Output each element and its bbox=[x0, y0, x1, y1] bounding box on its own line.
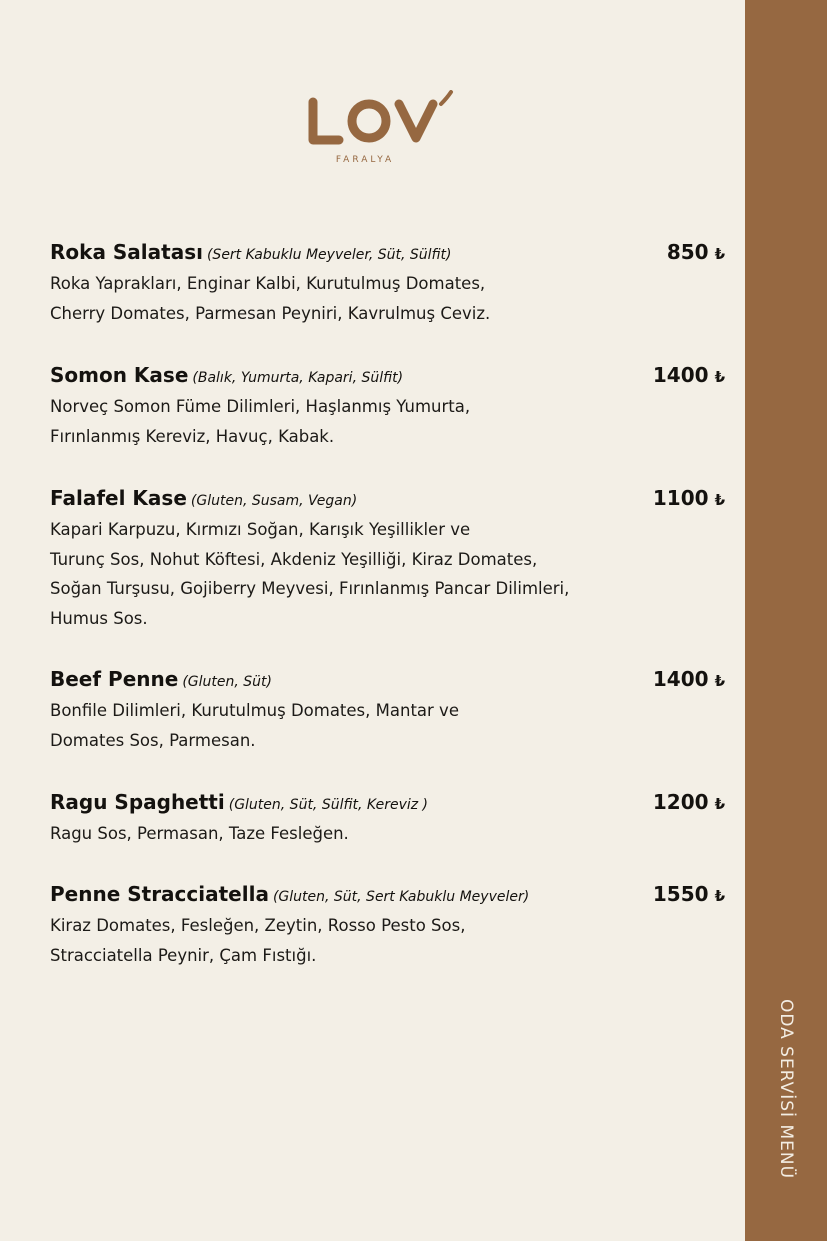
menu-item-allergens: (Gluten, Susam, Vegan) bbox=[190, 493, 358, 509]
menu-item-allergens: (Gluten, Süt) bbox=[182, 674, 272, 690]
menu-item-description-line: Ragu Sos, Permasan, Taze Fesleğen. bbox=[50, 824, 349, 843]
menu-item-name: Falafel Kase bbox=[50, 486, 187, 510]
menu-item-price bbox=[653, 667, 725, 691]
currency-symbol: ₺ bbox=[714, 795, 725, 813]
menu-item-description-line: Fırınlanmış Kereviz, Havuç, Kabak. bbox=[50, 426, 335, 446]
menu-item-price-value: 1200 bbox=[652, 790, 709, 814]
menu-item bbox=[50, 240, 725, 328]
menu-item-header bbox=[50, 790, 725, 818]
menu-item-description bbox=[50, 819, 725, 849]
menu-item bbox=[50, 790, 725, 849]
menu-item-header bbox=[50, 667, 725, 695]
menu-item-description-line: Domates Sos, Parmesan. bbox=[50, 730, 256, 750]
menu-item-price bbox=[653, 790, 725, 814]
menu-item-header bbox=[50, 363, 725, 391]
menu-item-price bbox=[653, 486, 725, 510]
menu-item-allergens: (Sert Kabuklu Meyveler, Süt, Sülfit) bbox=[206, 247, 452, 263]
menu-item-description-line: Humus Sos. bbox=[50, 608, 148, 628]
menu-item-price-value: 1100 bbox=[652, 486, 709, 510]
menu-item-name: Roka Salatası bbox=[50, 240, 203, 264]
menu-item-description bbox=[50, 515, 725, 633]
menu-item-description-line: Cherry Domates, Parmesan Peyniri, Kavrulmuş Ceviz. bbox=[50, 303, 491, 323]
menu-item-description-line: Bonfile Dilimleri, Kurutulmuş Domates, Mantar ve bbox=[50, 701, 459, 720]
currency-symbol: ₺ bbox=[714, 887, 725, 905]
brand-subtitle: FARALYA bbox=[335, 155, 395, 165]
menu-item-name: Somon Kase bbox=[50, 363, 189, 387]
menu-item-description bbox=[50, 696, 725, 755]
menu-item-header bbox=[50, 882, 725, 910]
menu-item bbox=[50, 667, 725, 755]
menu-item bbox=[50, 363, 725, 451]
menu-item-description bbox=[50, 911, 725, 970]
sidebar bbox=[745, 0, 827, 1241]
menu-item-header bbox=[50, 486, 725, 514]
menu-item-price bbox=[667, 240, 725, 264]
menu-item-description-line: Turunç Sos, Nohut Köftesi, Akdeniz Yeşilliği, Kiraz Domates, bbox=[50, 549, 538, 569]
menu-item-description-line: Soğan Turşusu, Gojiberry Meyvesi, Fırınlanmış Pancar Dilimleri, bbox=[50, 579, 570, 598]
menu-item-price-value: 1400 bbox=[652, 667, 709, 691]
menu-item-header bbox=[50, 240, 725, 268]
menu-item-description bbox=[50, 269, 725, 328]
menu-item-name: Penne Stracciatella bbox=[50, 882, 269, 906]
menu-item-description bbox=[50, 392, 725, 451]
menu-item-price-value: 1400 bbox=[652, 363, 709, 387]
currency-symbol: ₺ bbox=[714, 368, 725, 386]
menu-item bbox=[50, 486, 725, 633]
sidebar-label: ODA SERVİSİ MENÜ bbox=[776, 998, 796, 1180]
menu-item-price-value: 1550 bbox=[652, 882, 709, 906]
menu-item-description-line: Kiraz Domates, Fesleğen, Zeytin, Rosso Pesto Sos, bbox=[50, 916, 466, 935]
menu-item-price-value: 850 bbox=[666, 240, 709, 264]
menu-item-description-line: Kapari Karpuzu, Kırmızı Soğan, Karışık Yeşillikler ve bbox=[50, 520, 471, 539]
menu-item-allergens: (Balık, Yumurta, Kapari, Sülfit) bbox=[192, 370, 404, 386]
menu-item-description-line: Roka Yaprakları, Enginar Kalbi, Kurutulmuş Domates, bbox=[50, 274, 486, 293]
currency-symbol: ₺ bbox=[714, 672, 725, 690]
currency-symbol: ₺ bbox=[714, 245, 725, 263]
menu-item-description-line: Norveç Somon Füme Dilimleri, Haşlanmış Yumurta, bbox=[50, 397, 471, 416]
menu-item-description-line: Stracciatella Peynir, Çam Fıstığı. bbox=[50, 945, 317, 965]
menu-item-price bbox=[653, 363, 725, 387]
menu-item-name: Ragu Spaghetti bbox=[50, 790, 225, 814]
currency-symbol: ₺ bbox=[714, 491, 725, 509]
menu-item bbox=[50, 882, 725, 970]
menu-item-name: Beef Penne bbox=[50, 667, 179, 691]
menu-item-allergens: (Gluten, Süt, Sülfit, Kereviz ) bbox=[228, 797, 429, 813]
menu-item-allergens: (Gluten, Süt, Sert Kabuklu Meyveler) bbox=[272, 889, 530, 905]
menu-item-price bbox=[653, 882, 725, 906]
